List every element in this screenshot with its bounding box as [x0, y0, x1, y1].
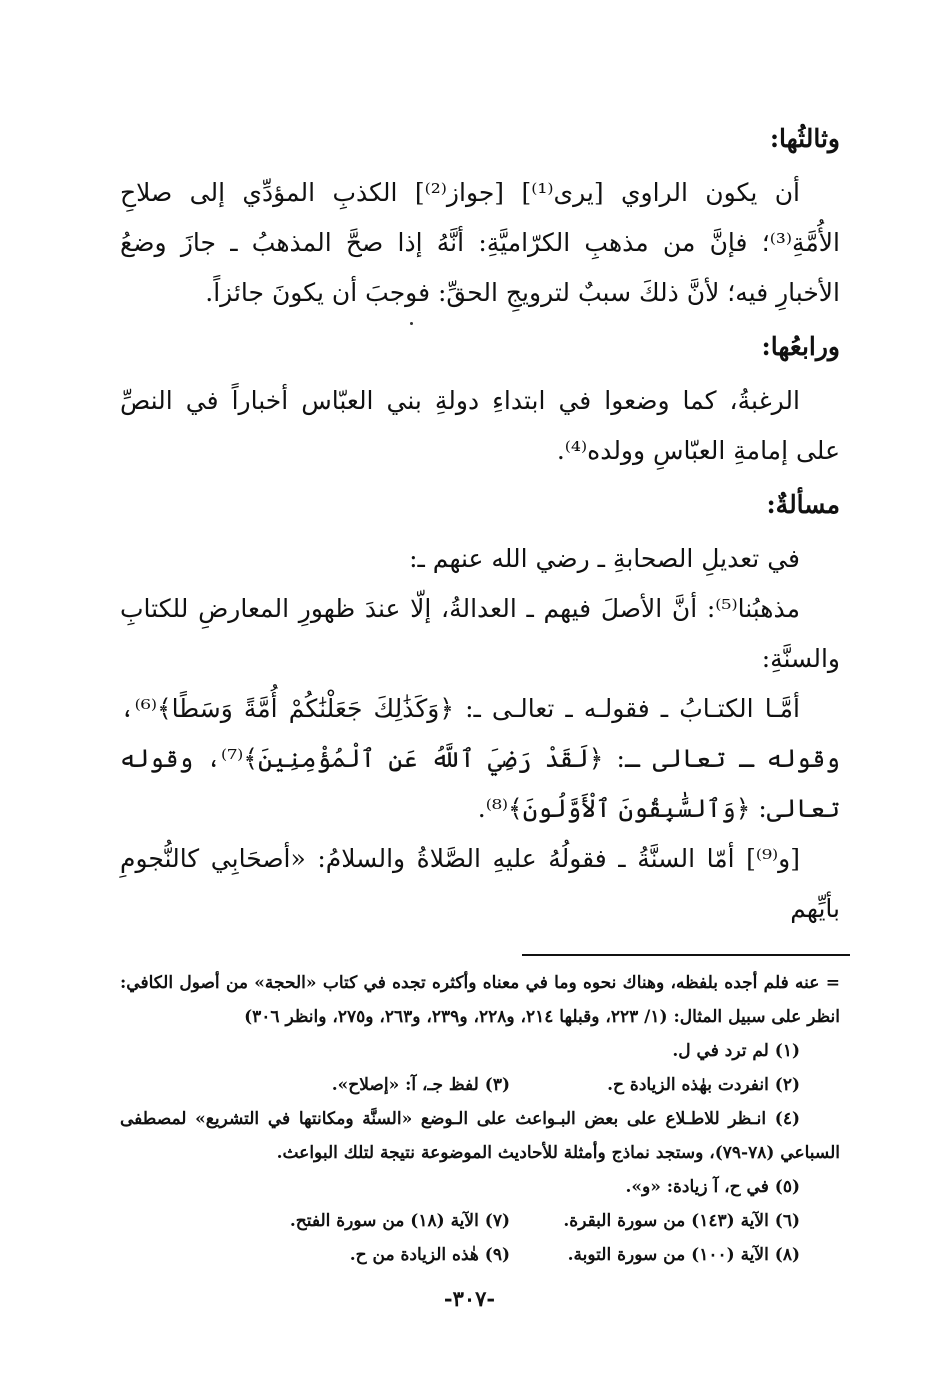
footnote-row-1: [120, 1034, 840, 1068]
footnote-5: (٥) في ح، آ زيادة: «و».: [625, 1177, 800, 1197]
paragraph-issue-title: في تعديلِ الصحابةِ ـ رضي الله عنهم ـ:: [409, 544, 800, 573]
paragraph-third: أن يكون الراوي [يرى⁽¹⁾] [جواز⁽²⁾] الكذبِ المؤدِّي إلى صلاحِ الأُمَّةِ⁽³⁾؛ فإنَّ من مذهبِ الكرّاميَّةِ: أنَّهُ إذا صحَّ المذهبُ ـ جازَ وضعُ الأخبارِ فيه؛ لأنَّ ذلكَ سببٌ لترويجِ الحقِّ: فوجبَ أن يكونَ جائزاً.: [120, 178, 840, 307]
footnote-9: (٩) هٰذه الزيادة من ح.: [349, 1245, 510, 1265]
footnote-6: (٦) الآية (١٤٣) من سورة البقرة.: [563, 1211, 800, 1231]
footnote-row-2-3: [120, 1068, 840, 1102]
paragraph-fourth: الرغبةُ، كما وضعوا في ابتداءِ دولةِ بني العبّاس أخباراً في النصِّ على إمامةِ العبّاسِ وولده⁽⁴⁾.: [120, 386, 840, 465]
footnotes: [120, 966, 840, 1272]
paragraph-book-evidence: أمَّـا الكتـابُ ـ فقولـه ـ تعالـى ـ: ﴿وَكَذَٰلِكَ جَعَلْنَٰكُمْ أُمَّةً وَسَطًا﴾⁽⁶⁾، وقوله ـ تعالى ـ: ﴿لَقَدْ رَضِيَ ٱللَّهُ عَنِ ٱلْمُؤْمِنِينَ﴾⁽⁷⁾، وقوله تعالى: ﴿وَٱلسَّٰبِقُونَ ٱلْأَوَّلُونَ﴾⁽⁸⁾.: [120, 694, 840, 823]
footnote-1: (١) لم ترد في ل.: [672, 1041, 800, 1061]
footnote-3: (٣) لفظ جـ، آ: «إصلاح».: [331, 1075, 510, 1095]
footnote-row-5: [120, 1170, 840, 1204]
heading-fourth: ورابعُها:: [761, 332, 840, 361]
footnote-4: (٤) انـظر للاطـلاع على بعض البـواعث على الـوضع «السنَّة ومكانتها في التشريع» لمصطفى السباعي (٧٨-٧٩)، وستجد نماذج وأمثلة للأحاديث الموضوعة نتيجة لتلك البواعث.: [120, 1109, 840, 1163]
footnote-8: (٨) الآية (١٠٠) من سورة التوبة.: [567, 1245, 800, 1265]
heading-third: وثالثُها:: [769, 124, 840, 153]
heading-issue: مسألةٌ:: [766, 490, 840, 519]
scan-speck: [410, 322, 413, 325]
footnote-row-6-7: [120, 1204, 840, 1238]
footnote-7: (٧) الآية (١٨) من سورة الفتح.: [289, 1211, 510, 1231]
page-number: -٣٠٧-: [443, 1286, 496, 1311]
footnote-row-8-9: [120, 1238, 840, 1272]
book-page: [120, 110, 840, 1272]
footnote-2: (٢) انفردت بهٰذه الزيادة ح.: [607, 1075, 800, 1095]
paragraph-doctrine: مذهبُنا⁽⁵⁾: أنَّ الأصلَ فيهم ـ العدالةُ، إلّا عندَ ظهورِ المعارضِ للكتابِ والسنَّةِ:: [120, 594, 840, 673]
footnote-continuation: = عنه فلم أجده بلفظه، وهناك نحوه وما في معناه وأكثره تجده في كتاب «الحجة» من أصول الكافي: انظر على سبيل المثال: (١/ ٢٢٣، وقبلها ٢١٤، و٢٢٨، و٢٣٩، و٢٦٣، و٢٧٥، وانظر ٣٠٦): [120, 973, 840, 1027]
main-text: [120, 110, 840, 934]
footnote-separator: [522, 954, 850, 956]
paragraph-sunnah-evidence: [و⁽⁹⁾] أمّا السنَّةُ ـ فقولُهُ عليهِ الصَّلاةُ والسلامُ: «أصحَابِي كالنُّجومِ بأيِّهم: [120, 844, 840, 923]
